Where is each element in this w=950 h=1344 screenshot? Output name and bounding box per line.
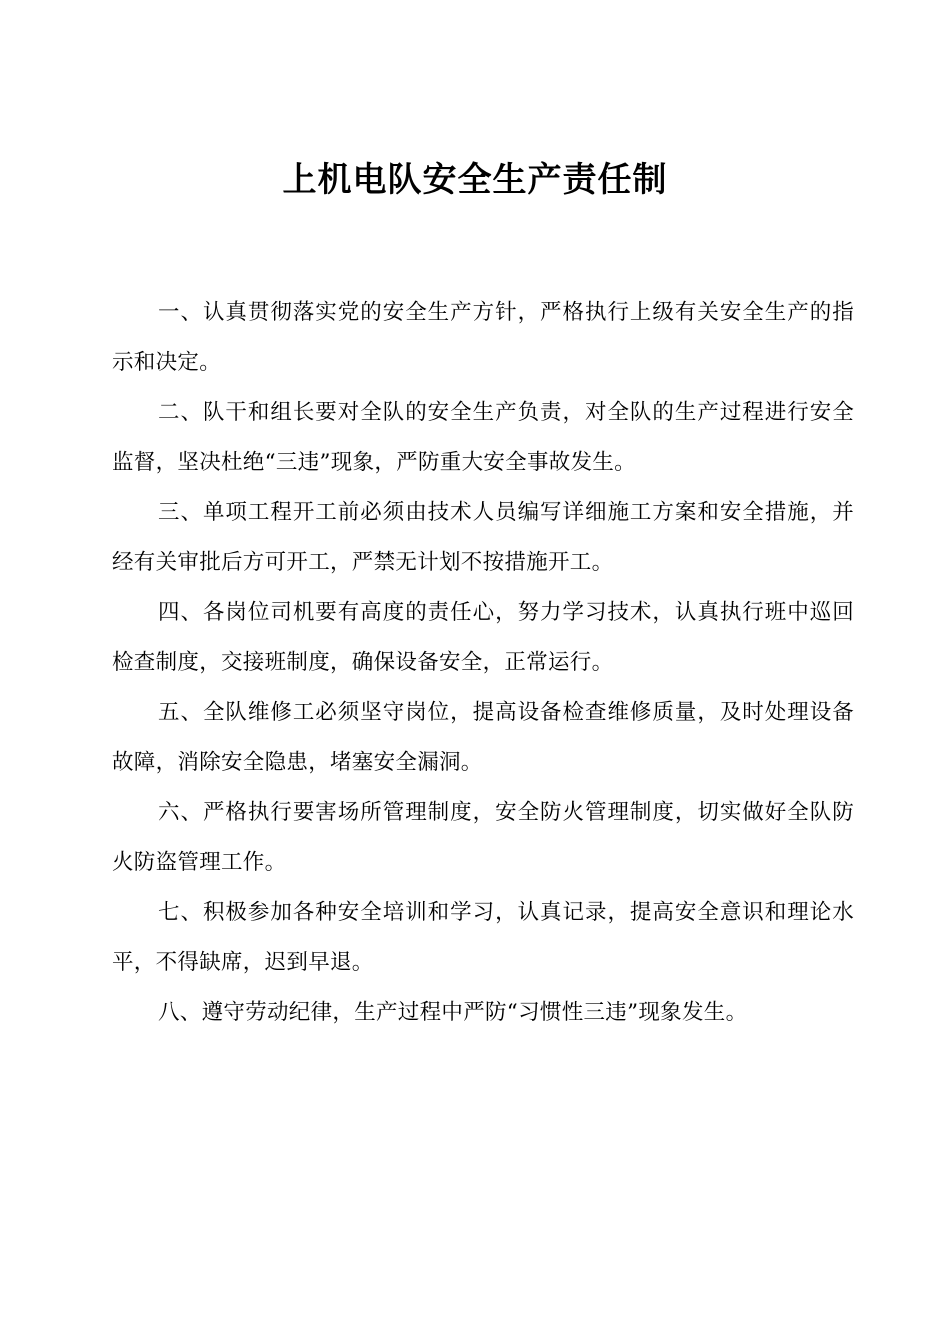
- document-body: [112, 288, 854, 1038]
- paragraph-5: 五、全队维修工必须坚守岗位，提高设备检查维修质量，及时处理设备故障，消除安全隐患，堵塞安全漏洞。: [112, 700, 854, 775]
- paragraph-4: 四、各岗位司机要有高度的责任心，努力学习技术，认真执行班中巡回检查制度，交接班制度，确保设备安全，正常运行。: [112, 600, 854, 675]
- paragraph-8: 八、遵守劳动纪律，生产过程中严防“习惯性三违”现象发生。: [158, 1000, 748, 1025]
- document-title: 上机电队安全生产责任制: [282, 160, 668, 200]
- paragraph-3: 三、单项工程开工前必须由技术人员编写详细施工方案和安全措施，并经有关审批后方可开工，严禁无计划不按措施开工。: [112, 500, 854, 575]
- paragraph-2: 二、队干和组长要对全队的安全生产负责，对全队的生产过程进行安全监督，坚决杜绝“三违”现象，严防重大安全事故发生。: [112, 400, 854, 475]
- paragraph-7: 七、积极参加各种安全培训和学习，认真记录，提高安全意识和理论水平，不得缺席，迟到早退。: [112, 900, 854, 975]
- paragraph-6: 六、严格执行要害场所管理制度，安全防火管理制度，切实做好全队防火防盗管理工作。: [112, 800, 854, 875]
- paragraph-1: 一、认真贯彻落实党的安全生产方针，严格执行上级有关安全生产的指示和决定。: [112, 300, 854, 375]
